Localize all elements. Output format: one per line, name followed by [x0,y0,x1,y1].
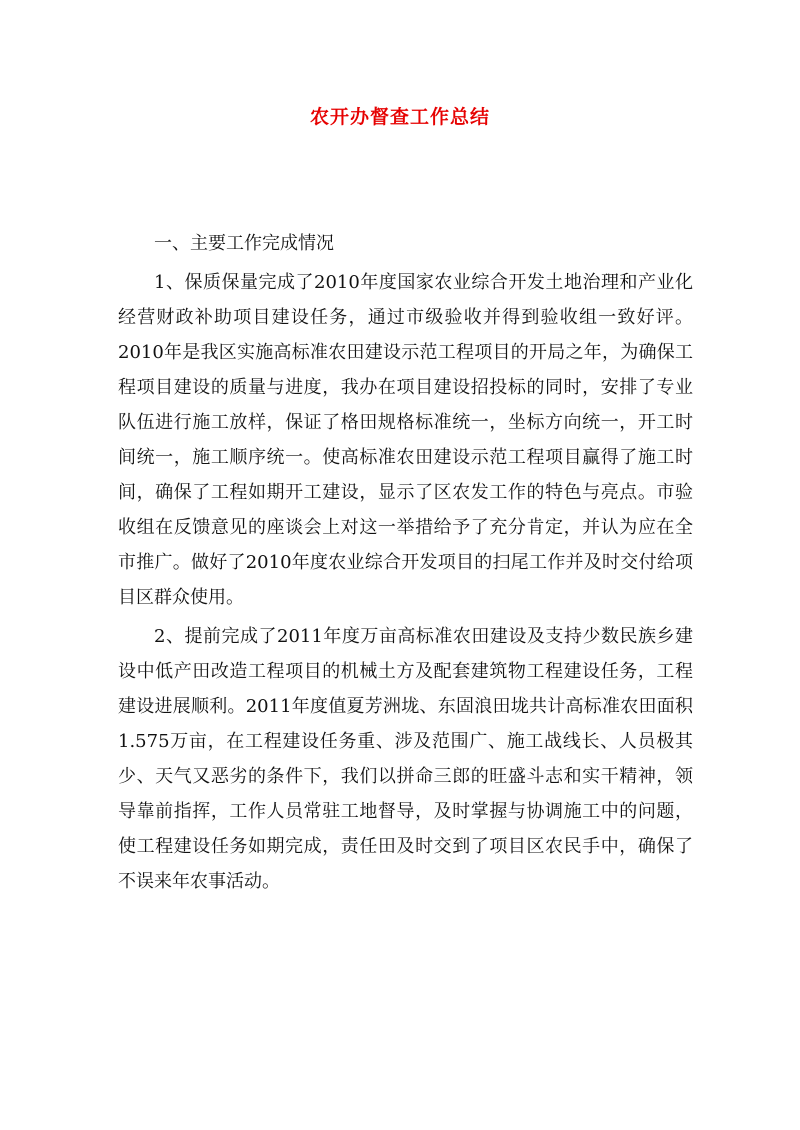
document-body [118,226,693,903]
paragraph-1: 1、保质保量完成了2010年度国家农业综合开发土地治理和产业化经营财政补助项目建设任务，通过市级验收并得到验收组一致好评。2010年是我区实施高标准农田建设示范工程项目的开局之年，为确保工程项目建设的质量与进度，我办在项目建设招投标的同时，安排了专业队伍进行施工放样，保证了格田规格标准统一，坐标方向统一，开工时间统一，施工顺序统一。使高标准农田建设示范工程项目赢得了施工时间，确保了工程如期开工建设，显示了区农发工作的特色与亮点。市验收组在反馈意见的座谈会上对这一举措给予了充分肯定，并认为应在全市推广。做好了2010年度农业综合开发项目的扫尾工作并及时交付给项目区群众使用。 [118,272,693,608]
document-title: 农开办督查工作总结 [309,106,490,128]
section-heading: 一、主要工作完成情况 [154,233,334,254]
paragraph-2: 2、提前完成了2011年度万亩高标准农田建设及支持少数民族乡建设中低产田改造工程项目的机械土方及配套建筑物工程建设任务，工程建设进展顺利。2011年度值夏芳洲垅、东固浪田垅共计高标准农田面积1.575万亩，在工程建设任务重、涉及范围广、施工战线长、人员极其少、天气又恶劣的条件下，我们以拼命三郎的旺盛斗志和实干精神，领导靠前指挥，工作人员常驻工地督导，及时掌握与协调施工中的问题，使工程建设任务如期完成，责任田及时交到了项目区农民手中，确保了不误来年农事活动。 [118,626,693,892]
